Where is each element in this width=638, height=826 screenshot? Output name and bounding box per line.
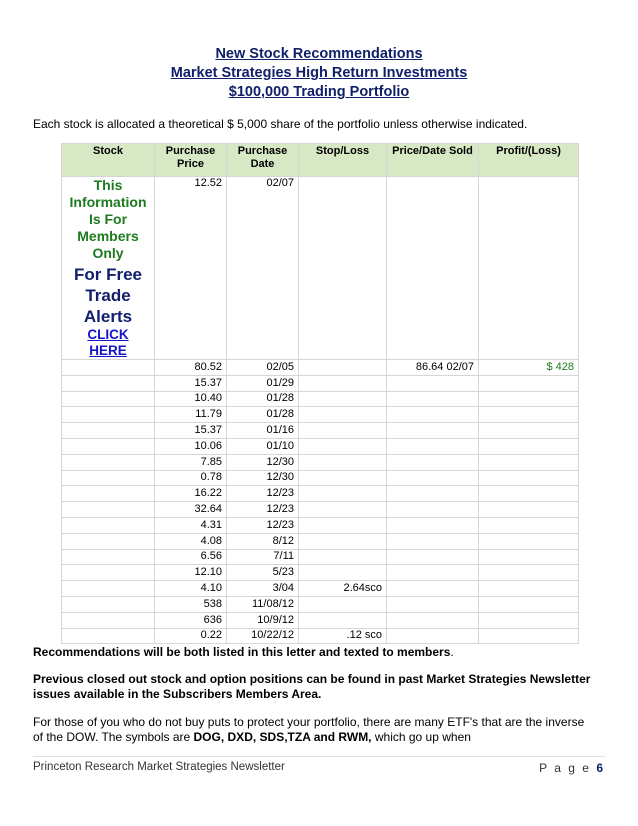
purchase-price-cell: 15.37 xyxy=(155,375,227,391)
purchase-date-cell: 11/08/12 xyxy=(227,596,299,612)
price-date-sold-cell xyxy=(387,533,479,549)
price-date-sold-cell xyxy=(387,407,479,423)
stop-loss-cell: .12 sco xyxy=(299,628,387,644)
price-date-sold-cell xyxy=(387,391,479,407)
purchase-price-cell: 10.06 xyxy=(155,438,227,454)
price-date-sold-cell xyxy=(387,565,479,581)
table-row xyxy=(62,454,579,470)
stop-loss-cell xyxy=(299,533,387,549)
stop-loss-cell xyxy=(299,612,387,628)
table-row xyxy=(62,438,579,454)
table-row-promo xyxy=(62,177,579,360)
stock-cell xyxy=(62,596,155,612)
profit-loss-cell xyxy=(479,517,579,533)
profit-loss-cell xyxy=(479,454,579,470)
stop-loss-cell xyxy=(299,360,387,376)
intro-text: Each stock is allocated a theoretical $ 5,000 share of the portfolio unless otherwise indicated. xyxy=(33,117,528,131)
profit-loss-cell xyxy=(479,533,579,549)
footer-newsletter-name: Princeton Research Market Strategies Newsletter xyxy=(33,761,285,773)
click-link-line[interactable]: CLICK xyxy=(87,327,129,342)
purchase-price-cell: 7.85 xyxy=(155,454,227,470)
footer-divider xyxy=(33,756,605,757)
etf-symbols: DOG, DXD, SDS,TZA and RWM, xyxy=(193,730,372,744)
promo-line: This xyxy=(93,177,123,193)
stock-cell xyxy=(62,517,155,533)
stop-loss-cell xyxy=(299,517,387,533)
profit-loss-cell xyxy=(479,502,579,518)
purchase-price-cell: 32.64 xyxy=(155,502,227,518)
profit-loss-cell xyxy=(479,549,579,565)
promo-line: Only xyxy=(92,245,124,261)
footer-page-number xyxy=(539,761,603,775)
promo-line: Is For xyxy=(88,211,128,227)
stop-loss-cell xyxy=(299,454,387,470)
purchase-price-cell: 12.10 xyxy=(155,565,227,581)
page-number: 6 xyxy=(596,761,603,775)
stop-loss-cell xyxy=(299,549,387,565)
table-row xyxy=(62,360,579,376)
here-link-line[interactable]: HERE xyxy=(89,343,127,358)
header-subtitle: Market Strategies High Return Investments xyxy=(170,65,468,81)
stock-table xyxy=(61,143,579,644)
purchase-date-cell: 12/23 xyxy=(227,486,299,502)
stop-loss-cell xyxy=(299,375,387,391)
purchase-date-cell: 02/05 xyxy=(227,360,299,376)
purchase-date-cell: 7/11 xyxy=(227,549,299,565)
stock-cell xyxy=(62,407,155,423)
profit-loss-cell xyxy=(479,565,579,581)
price-date-sold-cell xyxy=(387,470,479,486)
table-row xyxy=(62,596,579,612)
purchase-price-cell: 6.56 xyxy=(155,549,227,565)
stop-loss-cell xyxy=(299,486,387,502)
purchase-price-cell: 80.52 xyxy=(155,360,227,376)
stock-cell xyxy=(62,565,155,581)
price-date-sold-cell xyxy=(387,423,479,439)
purchase-date-cell: 02/07 xyxy=(227,177,299,360)
profit-loss-cell xyxy=(479,486,579,502)
table-row xyxy=(62,423,579,439)
recommendations-note xyxy=(33,645,593,660)
purchase-date-cell: 12/30 xyxy=(227,470,299,486)
stock-cell xyxy=(62,438,155,454)
stop-loss-cell xyxy=(299,596,387,612)
table-row xyxy=(62,486,579,502)
price-date-sold-cell xyxy=(387,596,479,612)
purchase-date-cell: 01/10 xyxy=(227,438,299,454)
profit-loss-cell xyxy=(479,612,579,628)
price-date-sold-cell xyxy=(387,375,479,391)
purchase-date-cell: 12/23 xyxy=(227,502,299,518)
purchase-date-cell: 3/04 xyxy=(227,581,299,597)
etf-text-end: which go up when xyxy=(371,730,471,744)
table-row xyxy=(62,628,579,644)
purchase-date-cell: 12/23 xyxy=(227,517,299,533)
profit-loss-cell xyxy=(479,581,579,597)
price-date-sold-cell xyxy=(387,628,479,644)
stock-cell xyxy=(62,628,155,644)
stop-loss-cell xyxy=(299,502,387,518)
purchase-price-cell: 0.78 xyxy=(155,470,227,486)
price-date-sold-cell xyxy=(387,486,479,502)
stock-cell xyxy=(62,470,155,486)
purchase-date-cell: 12/30 xyxy=(227,454,299,470)
profit-loss-cell xyxy=(479,407,579,423)
stock-cell xyxy=(62,391,155,407)
promo-line: Information xyxy=(69,194,147,210)
purchase-price-cell: 10.40 xyxy=(155,391,227,407)
purchase-price-cell: 538 xyxy=(155,596,227,612)
header-stop-loss: Stop/Loss xyxy=(299,144,387,177)
table-row xyxy=(62,533,579,549)
purchase-price-cell: 4.31 xyxy=(155,517,227,533)
members-only-cell xyxy=(62,177,155,360)
etf-paragraph xyxy=(33,715,593,745)
table-header-row xyxy=(62,144,579,177)
stock-cell xyxy=(62,581,155,597)
stock-cell xyxy=(62,612,155,628)
price-date-sold-cell xyxy=(387,549,479,565)
price-date-sold-cell xyxy=(387,438,479,454)
price-date-sold-cell xyxy=(387,581,479,597)
table-row xyxy=(62,517,579,533)
profit-loss-cell xyxy=(479,628,579,644)
header-title: New Stock Recommendations xyxy=(215,46,423,62)
purchase-price-cell: 12.52 xyxy=(155,177,227,360)
profit-loss-cell xyxy=(479,470,579,486)
table-row xyxy=(62,502,579,518)
stock-cell xyxy=(62,360,155,376)
price-date-sold-cell xyxy=(387,612,479,628)
profit-loss-cell xyxy=(479,177,579,360)
price-date-sold-cell xyxy=(387,517,479,533)
purchase-date-cell: 01/16 xyxy=(227,423,299,439)
price-date-sold-cell xyxy=(387,502,479,518)
click-here-link[interactable] xyxy=(66,327,150,359)
header-purchase-date: Purchase Date xyxy=(227,144,299,177)
stock-cell xyxy=(62,454,155,470)
promo-line: Members xyxy=(77,228,139,244)
stop-loss-cell xyxy=(299,177,387,360)
price-date-sold-cell xyxy=(387,177,479,360)
stop-loss-cell xyxy=(299,565,387,581)
stop-loss-cell xyxy=(299,423,387,439)
stock-cell xyxy=(62,375,155,391)
price-date-sold-cell: 86.64 02/07 xyxy=(387,360,479,376)
header-profit-loss: Profit/(Loss) xyxy=(479,144,579,177)
table-row xyxy=(62,581,579,597)
table-row xyxy=(62,470,579,486)
header-purchase-price: Purchase Price xyxy=(155,144,227,177)
purchase-date-cell: 10/9/12 xyxy=(227,612,299,628)
purchase-date-cell: 01/28 xyxy=(227,391,299,407)
profit-loss-cell xyxy=(479,596,579,612)
profit-loss-cell xyxy=(479,423,579,439)
purchase-price-cell: 0.22 xyxy=(155,628,227,644)
header-portfolio: $100,000 Trading Portfolio xyxy=(228,84,410,100)
recommendations-note-period: . xyxy=(450,645,454,659)
promo-big-line: Alerts xyxy=(83,307,133,326)
profit-loss-cell xyxy=(479,375,579,391)
stop-loss-cell xyxy=(299,470,387,486)
purchase-date-cell: 01/28 xyxy=(227,407,299,423)
purchase-price-cell: 16.22 xyxy=(155,486,227,502)
stock-cell xyxy=(62,502,155,518)
purchase-price-cell: 636 xyxy=(155,612,227,628)
purchase-price-cell: 4.08 xyxy=(155,533,227,549)
promo-big-line: Trade xyxy=(85,286,131,305)
purchase-date-cell: 8/12 xyxy=(227,533,299,549)
stock-cell xyxy=(62,533,155,549)
table-row xyxy=(62,407,579,423)
page-label: P a g e xyxy=(539,761,591,775)
stop-loss-cell xyxy=(299,391,387,407)
purchase-price-cell: 11.79 xyxy=(155,407,227,423)
stop-loss-cell xyxy=(299,438,387,454)
promo-big-line: For Free xyxy=(73,265,143,284)
stop-loss-cell: 2.64sco xyxy=(299,581,387,597)
stock-cell xyxy=(62,549,155,565)
table-row xyxy=(62,565,579,581)
header-stock: Stock xyxy=(62,144,155,177)
profit-loss-cell: $ 428 xyxy=(479,360,579,376)
stock-cell xyxy=(62,486,155,502)
header-price-date-sold: Price/Date Sold xyxy=(387,144,479,177)
table-row xyxy=(62,391,579,407)
price-date-sold-cell xyxy=(387,454,479,470)
etf-text-start: For those of you who do not buy puts to protect your portfolio, there are many ETF's that are the inverse of the DOW. The symbols are xyxy=(33,715,585,744)
closed-positions-note: Previous closed out stock and option positions can be found in past Market Strategies Newsletter issues available in the Subscribers Members Area. xyxy=(33,672,591,701)
purchase-date-cell: 5/23 xyxy=(227,565,299,581)
table-row xyxy=(62,549,579,565)
profit-loss-cell xyxy=(479,438,579,454)
profit-loss-cell xyxy=(479,391,579,407)
table-row xyxy=(62,612,579,628)
purchase-date-cell: 01/29 xyxy=(227,375,299,391)
stock-cell xyxy=(62,423,155,439)
purchase-price-cell: 4.10 xyxy=(155,581,227,597)
purchase-price-cell: 15.37 xyxy=(155,423,227,439)
stop-loss-cell xyxy=(299,407,387,423)
table-row xyxy=(62,375,579,391)
purchase-date-cell: 10/22/12 xyxy=(227,628,299,644)
recommendations-note-text: Recommendations will be both listed in this letter and texted to members xyxy=(33,645,451,659)
